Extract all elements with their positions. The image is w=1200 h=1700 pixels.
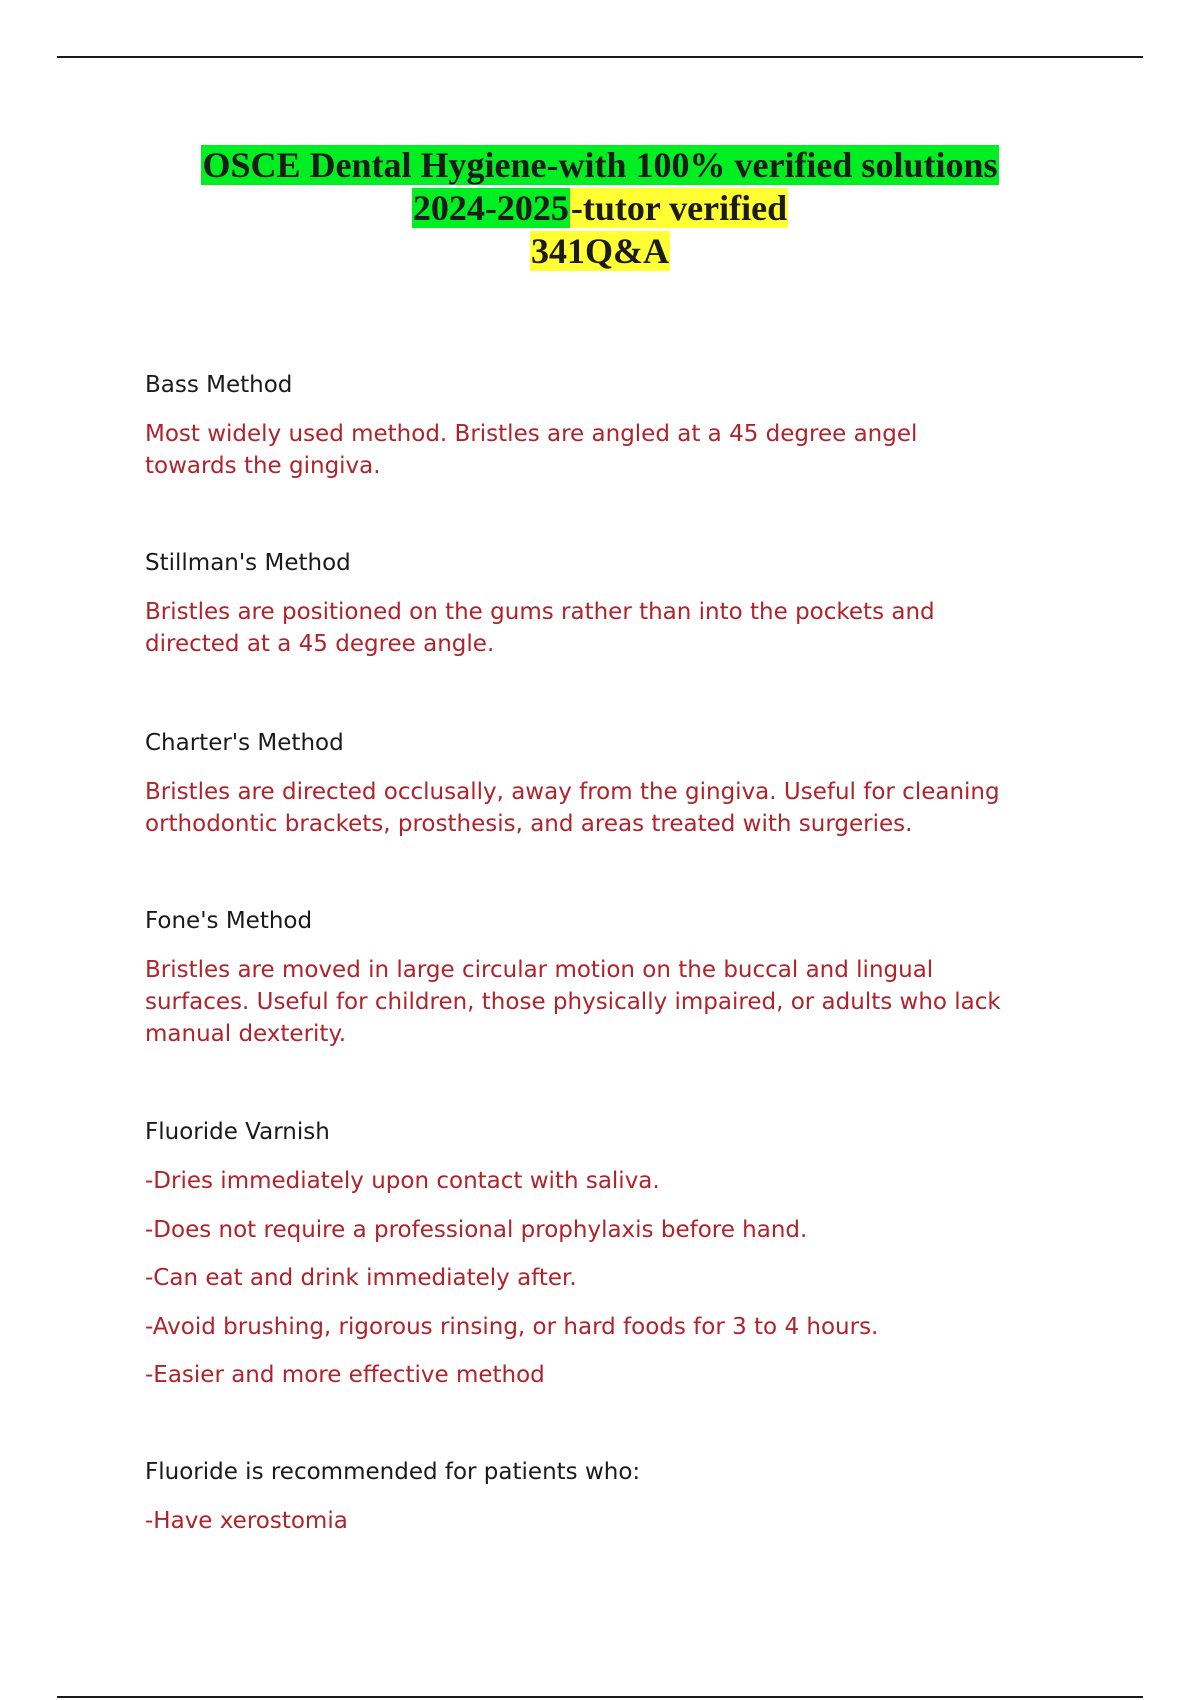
document-title xyxy=(0,144,1200,273)
answer-fluoride-varnish-line-2: -Does not require a professional prophylaxis before hand. xyxy=(145,1217,808,1243)
question-bass-method: Bass Method xyxy=(145,372,293,398)
title-line-3-count: 341Q&A xyxy=(531,231,669,271)
question-fluoride-varnish: Fluoride Varnish xyxy=(145,1119,330,1145)
title-line-2-year: 2024-2025 xyxy=(412,188,569,228)
top-rule xyxy=(57,56,1143,58)
question-stillmans-method: Stillman's Method xyxy=(145,550,351,576)
title-line-1: OSCE Dental Hygiene-with 100% verified solutions xyxy=(202,145,998,185)
question-fones-method: Fone's Method xyxy=(145,908,313,934)
answer-fluoride-varnish-line-1: -Dries immediately upon contact with saliva. xyxy=(145,1168,660,1194)
answer-stillmans-method: Bristles are positioned on the gums rather than into the pockets and directed at a 45 degree angle. xyxy=(145,599,935,657)
answer-charters-method: Bristles are directed occlusally, away from the gingiva. Useful for cleaning orthodontic brackets, prosthesis, and areas treated with surgeries. xyxy=(145,779,1000,837)
answer-fluoride-varnish-line-4: -Avoid brushing, rigorous rinsing, or hard foods for 3 to 4 hours. xyxy=(145,1314,879,1340)
bottom-rule xyxy=(57,1696,1143,1698)
answer-fones-method: Bristles are moved in large circular motion on the buccal and lingual surfaces. Useful for children, those physically impaired, or adults who lack manual dexterity. xyxy=(145,957,1001,1047)
answer-fluoride-varnish-line-3: -Can eat and drink immediately after. xyxy=(145,1265,577,1291)
answer-fluoride-varnish-line-5: -Easier and more effective method xyxy=(145,1362,545,1388)
question-fluoride-recommended: Fluoride is recommended for patients who: xyxy=(145,1459,641,1485)
question-charters-method: Charter's Method xyxy=(145,730,344,756)
answer-bass-method: Most widely used method. Bristles are angled at a 45 degree angel towards the gingiva. xyxy=(145,421,918,479)
answer-fluoride-recommended-line-1: -Have xerostomia xyxy=(145,1508,348,1534)
title-line-2-verified: -tutor verified xyxy=(570,188,788,228)
